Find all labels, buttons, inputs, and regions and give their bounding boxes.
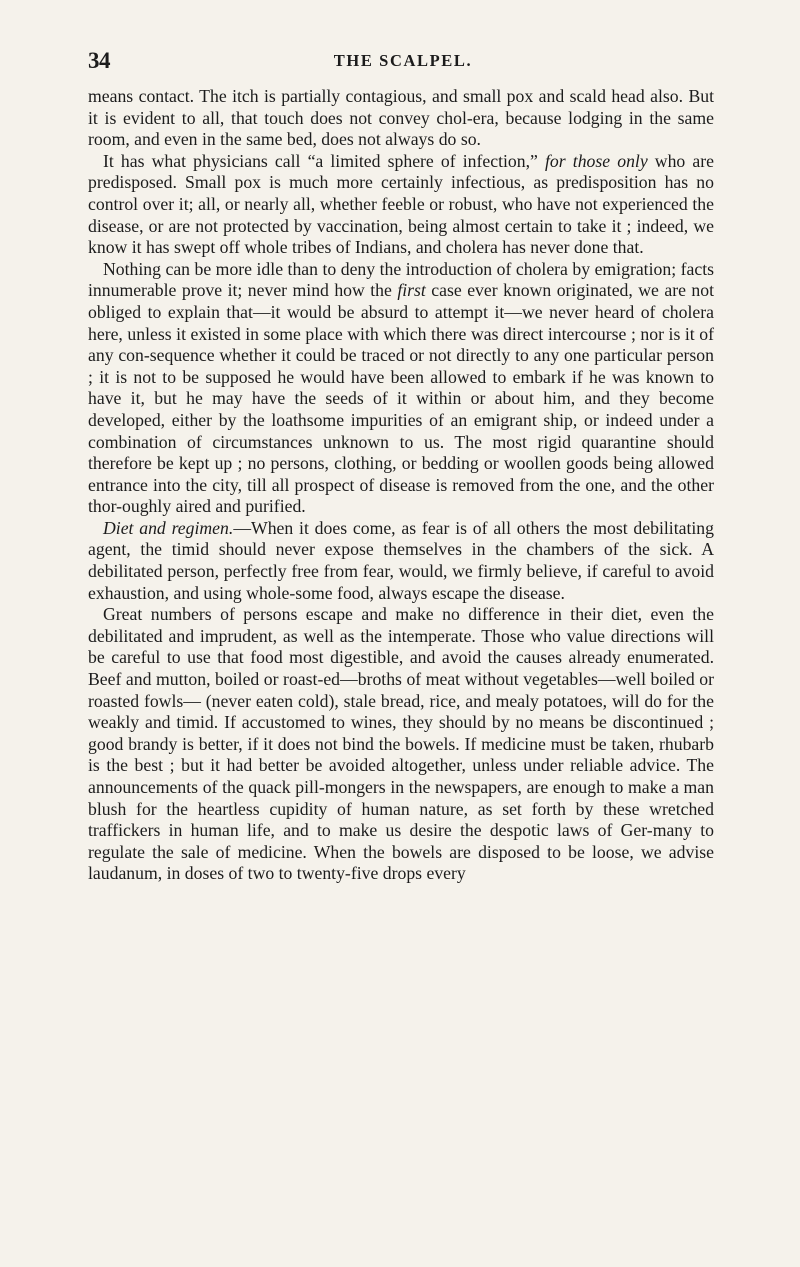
page-header — [88, 46, 718, 76]
text-run: who are predisposed. Small pox is much more certainly infectious, as predisposition has no control over it; all, or nearly all, whether feeble or robust, who have not experienced the disease, or are not protected by vaccination, being almost certain to take it ; indeed, we know it has swept off whole tribes of Indians, and cholera has never done that. — [88, 150, 714, 258]
paragraph — [88, 86, 714, 151]
text-run: Great numbers of persons escape and make no difference in their diet, even the debilitated and imprudent, as well as the intemperate. Those who value directions will be careful to use that food most digestible, and avoid the causes already enumerated. Beef and mutton, boiled or roast-ed—broths of meat without vegetables—well boiled or roasted fowls— (never eaten cold), stale bread, rice, and mealy potatoes, will do for the weakly and timid. If accustomed to wines, they should by no means be discontinued ; good brandy is better, if it does not bind the bowels. If medicine must be taken, rhubarb is the best ; but it had better be avoided altogether, unless under reliable advice. The announcements of the quack pill-mongers in the newspapers, are enough to make a man blush for the heartless cupidity of human nature, as set forth by these wretched traffickers in human life, and to make us desire the despotic laws of Ger-many to regulate the sale of medicine. When the bowels are disposed to be loose, we advise laudanum, in doses of two to twenty-five drops every — [88, 604, 714, 884]
italic-run: first — [397, 280, 426, 301]
paragraph — [88, 259, 714, 518]
page-number: 34 — [88, 48, 110, 73]
italic-run: for those only — [545, 150, 648, 171]
paragraph — [88, 151, 714, 259]
italic-run: Diet and regimen. — [103, 517, 234, 538]
text-run: means contact. The itch is partially contagious, and small pox and scald head also. But it is evident to all, that touch does not convey chol-era, because lodging in the same room, and even in the same bed, does not always do so. — [88, 86, 714, 150]
paragraph — [88, 604, 714, 885]
text-run: —When it does come, as fear is of all others the most debilitating agent, the timid should never expose themselves in the chambers of the sick. A debilitated person, perfectly free from fear, would, we firmly believe, if careful to avoid exhaustion, and using whole-some food, always escape the disease. — [88, 517, 714, 603]
text-run: Nothing can be more idle than to deny the introduction of cholera by emigration; facts innumerable prove it; never mind how the — [88, 258, 714, 301]
text-run: case ever known originated, we are not obliged to explain that—it would be absurd to attempt it—we never heard of cholera here, unless it existed in some place with which there was direct intercourse ; nor is it of any con-sequence whether it could be traced or not directly to any one particular person ; it is not to be supposed he would have been allowed to embark if he was known to have it, but he may have the seeds of it within or about him, and they become developed, either by the loathsome impurities of an emigrant ship, or indeed under a combination of circumstances unknown to us. The most rigid quarantine should therefore be kept up ; no persons, clothing, or bedding or woollen goods being allowed entrance into the city, till all prospect of disease is removed from the one, and the other thor-oughly aired and purified. — [88, 280, 715, 517]
body-text — [88, 86, 714, 885]
text-run: It has what physicians call “a limited sphere of infection,” — [103, 150, 546, 171]
paragraph — [88, 518, 714, 604]
running-title: THE SCALPEL. — [333, 51, 473, 70]
